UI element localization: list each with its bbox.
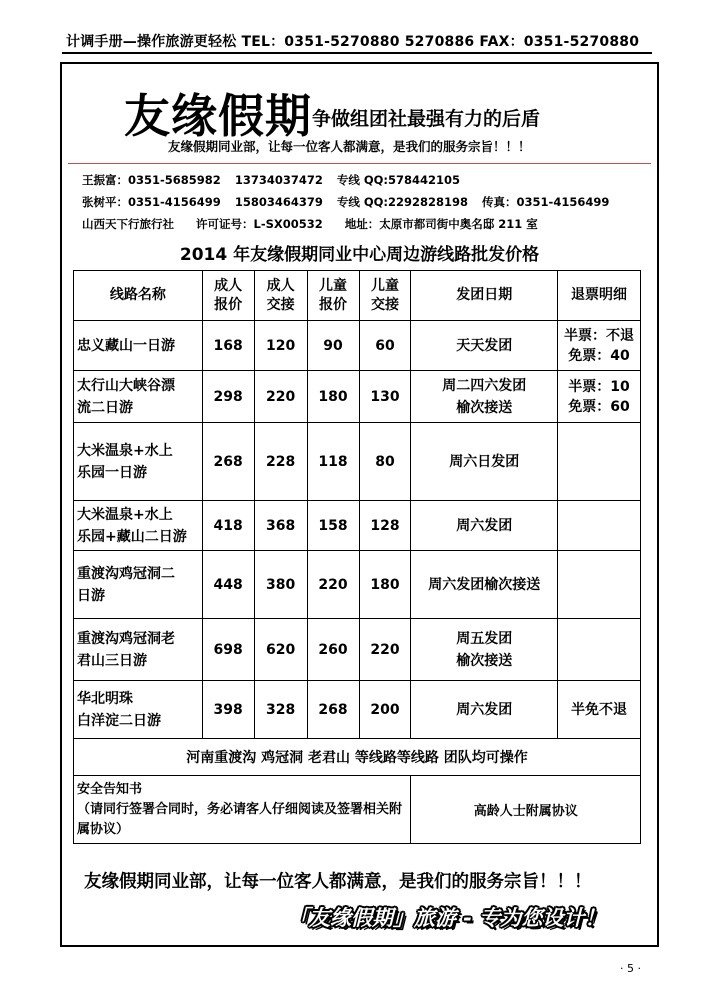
refund-details: 半免不退 [558,681,641,739]
departure-schedule: 天天发团 [411,321,558,371]
brand-tagline: 争做组团社最强有力的后盾 [312,108,541,130]
header-refund: 退票明细 [558,271,641,321]
route-name: 忠义藏山一日游 [74,321,203,371]
adult-transfer-price: 620 [254,619,307,681]
adult-wholesale-price: 298 [202,371,254,423]
route-name: 重渡沟鸡冠洞老 君山三日游 [74,619,203,681]
header-child-transfer: 儿童 交接 [359,271,411,321]
senior-agreement: 高龄人士附属协议 [411,776,641,844]
refund-details: 半票：10 免票：60 [558,371,641,423]
contact-qq: 专线 QQ:578442105 [336,173,461,187]
footer-motto: 友缘假期同业部，让每一位客人都满意，是我们的服务宗旨！！！ [84,872,592,892]
safety-notice-title: 安全告知书 [77,781,143,797]
table-header-row [74,271,641,321]
brand-motto: 友缘假期同业部，让每一位客人都满意，是我们的服务宗旨！！！ [168,139,531,154]
refund-details: 半票：不退 免票：40 [558,321,641,371]
header-contact-line: 计调手册—操作旅游更轻松 TEL：0351-5270880 5270886 FAX：0351-5270880 [66,34,640,50]
route-name: 大米温泉+水上 乐园一日游 [74,423,203,501]
child-wholesale-price: 118 [307,423,359,501]
adult-wholesale-price: 398 [202,681,254,739]
header-divider [62,52,652,54]
header-adult-transfer: 成人 交接 [254,271,307,321]
table-row [74,551,641,619]
license-number: 许可证号：L-SX00532 [196,217,323,231]
refund-details [558,551,641,619]
child-wholesale-price: 90 [307,321,359,371]
safety-notice [74,776,411,844]
route-name: 华北明珠 白洋淀二日游 [74,681,203,739]
adult-transfer-price: 368 [254,501,307,551]
child-transfer-price: 220 [359,619,411,681]
child-transfer-price: 130 [359,371,411,423]
refund-details [558,423,641,501]
table-row [74,423,641,501]
agreements-row [74,776,641,844]
departure-schedule: 周五发团 榆次接送 [411,619,558,681]
departure-schedule: 周六发团榆次接送 [411,551,558,619]
departure-schedule: 周二四六发团 榆次接送 [411,371,558,423]
contact-mobile: 15803464379 [234,195,323,209]
adult-wholesale-price: 268 [202,423,254,501]
child-transfer-price: 80 [359,423,411,501]
operable-routes-note: 河南重渡沟 鸡冠洞 老君山 等线路等线路 团队均可操作 [74,739,641,776]
route-name: 重渡沟鸡冠洞二 日游 [74,551,203,619]
child-wholesale-price: 158 [307,501,359,551]
child-transfer-price: 180 [359,551,411,619]
child-wholesale-price: 260 [307,619,359,681]
refund-details [558,619,641,681]
price-table [73,270,641,844]
brand-name: 友缘假期 [124,89,312,143]
departure-schedule: 周六发团 [411,501,558,551]
table-row [74,371,641,423]
adult-transfer-price: 380 [254,551,307,619]
agency-name: 山西天下行旅行社 [82,217,174,231]
child-wholesale-price: 220 [307,551,359,619]
adult-transfer-price: 228 [254,423,307,501]
adult-wholesale-price: 168 [202,321,254,371]
agency-address: 地址：太原市都司街中奥名邸 211 室 [344,217,538,231]
table-row [74,501,641,551]
route-name: 太行山大峡谷漂 流二日游 [74,371,203,423]
header-route: 线路名称 [74,271,203,321]
departure-schedule: 周六日发团 [411,423,558,501]
header-adult-wholesale: 成人 报价 [202,271,254,321]
child-wholesale-price: 268 [307,681,359,739]
contact-name-phone: 王振富：0351-5685982 [82,173,221,187]
table-row [74,619,641,681]
footer-slogan: 「友缘假期」旅游 - 专为您设计！ [288,906,606,930]
safety-notice-body: （请同行签署合同时，务必请客人仔细阅读及签署相关附属协议） [77,801,403,837]
red-divider [68,163,651,164]
contact-qq: 专线 QQ:2292828198 [336,195,469,209]
departure-schedule: 周六发团 [411,681,558,739]
child-transfer-price: 200 [359,681,411,739]
page-number: · 5 · [620,962,641,975]
child-transfer-price: 128 [359,501,411,551]
refund-details [558,501,641,551]
contact-name-phone: 张树平：0351-4156499 [82,195,221,209]
contact-row-2 [82,194,619,210]
table-row [74,681,641,739]
route-name: 大米温泉+水上 乐园+藏山二日游 [74,501,203,551]
adult-wholesale-price: 418 [202,501,254,551]
contact-row-3 [82,216,538,232]
child-wholesale-price: 180 [307,371,359,423]
table-row [74,321,641,371]
adult-transfer-price: 328 [254,681,307,739]
contact-row-1 [82,172,470,188]
contact-fax: 传真：0351-4156499 [482,195,610,209]
child-transfer-price: 60 [359,321,411,371]
adult-transfer-price: 120 [254,321,307,371]
price-list-title: 2014 年友缘假期同业中心周边游线路批发价格 [179,245,540,265]
contact-mobile: 13734037472 [234,173,323,187]
header-child-wholesale: 儿童 报价 [307,271,359,321]
header-departure: 发团日期 [411,271,558,321]
adult-wholesale-price: 698 [202,619,254,681]
adult-wholesale-price: 448 [202,551,254,619]
table-note-row [74,739,641,776]
adult-transfer-price: 220 [254,371,307,423]
